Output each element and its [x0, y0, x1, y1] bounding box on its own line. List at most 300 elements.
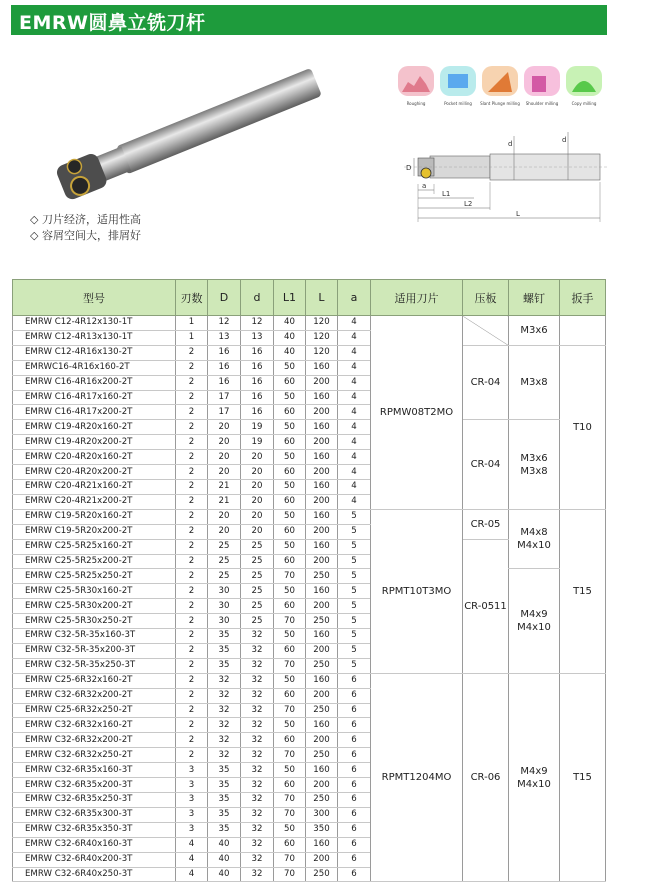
a-cell: 4 [338, 345, 371, 360]
screw-value: M3x8 [520, 377, 548, 389]
model-cell: EMRW C12-4R12x130-1T [13, 316, 176, 331]
d-cell: 32 [241, 673, 274, 688]
L1-cell: 70 [274, 793, 306, 808]
L1-cell: 40 [274, 345, 306, 360]
edges-cell: 4 [176, 837, 208, 852]
L-cell: 160 [306, 390, 338, 405]
clamp-value: CR-05 [470, 518, 501, 530]
D-cell: 25 [208, 539, 241, 554]
screw-value: M4x9 [520, 765, 548, 777]
L-cell: 250 [306, 703, 338, 718]
page-title: EMRW圆鼻立铣刀杆 [19, 12, 206, 34]
d-cell: 32 [241, 733, 274, 748]
D-cell: 16 [208, 345, 241, 360]
L1-cell: 50 [274, 718, 306, 733]
L-cell: 250 [306, 867, 338, 882]
D-cell: 20 [208, 435, 241, 450]
model-cell: EMRW C32-6R35x200-3T [13, 778, 176, 793]
wrench-cell [560, 345, 606, 509]
wrench-value: T15 [573, 772, 592, 784]
clamp-value: CR-06 [470, 772, 501, 784]
L-cell: 300 [306, 807, 338, 822]
d-cell: 16 [241, 390, 274, 405]
model-cell: EMRW C32-6R35x250-3T [13, 793, 176, 808]
edges-cell: 2 [176, 524, 208, 539]
clamp-value: CR-04 [470, 377, 501, 389]
a-cell: 6 [338, 807, 371, 822]
L1-cell: 50 [274, 390, 306, 405]
D-cell: 32 [208, 718, 241, 733]
feature-item: ◇ 容屑空间大，排屑好 [30, 229, 141, 242]
model-cell: EMRW C19-4R20x200-2T [13, 435, 176, 450]
edges-cell: 2 [176, 599, 208, 614]
L-cell: 200 [306, 778, 338, 793]
a-cell: 4 [338, 450, 371, 465]
a-cell: 4 [338, 360, 371, 375]
d-cell: 16 [241, 360, 274, 375]
d-cell: 32 [241, 703, 274, 718]
op-label: Copy milling [571, 101, 597, 106]
D-cell: 32 [208, 688, 241, 703]
model-cell: EMRW C25-5R30x250-2T [13, 614, 176, 629]
edges-cell: 2 [176, 405, 208, 420]
dim-label-L1: L1 [442, 190, 451, 198]
model-cell: EMRW C20-4R21x200-2T [13, 494, 176, 509]
d-cell: 16 [241, 405, 274, 420]
edges-cell: 1 [176, 316, 208, 331]
table-body [13, 316, 606, 882]
L-cell: 200 [306, 465, 338, 480]
end-mill-holder-image [48, 62, 338, 212]
d-cell: 32 [241, 867, 274, 882]
d-cell: 19 [241, 435, 274, 450]
a-cell: 5 [338, 599, 371, 614]
model-cell: EMRW C32-6R35x160-3T [13, 763, 176, 778]
L1-cell: 70 [274, 658, 306, 673]
D-cell: 35 [208, 822, 241, 837]
slant-plunge-milling-icon [482, 66, 518, 96]
header-cell: a [338, 280, 371, 316]
edges-cell: 2 [176, 450, 208, 465]
table-row [13, 345, 606, 360]
edges-cell: 4 [176, 867, 208, 882]
edges-cell: 2 [176, 748, 208, 763]
model-cell: EMRW C25-5R25x250-2T [13, 569, 176, 584]
D-cell: 32 [208, 748, 241, 763]
screw-value: M3x8 [520, 465, 548, 477]
D-cell: 20 [208, 420, 241, 435]
edges-cell: 3 [176, 778, 208, 793]
D-cell: 40 [208, 852, 241, 867]
L-cell: 250 [306, 658, 338, 673]
L1-cell: 60 [274, 465, 306, 480]
d-cell: 32 [241, 807, 274, 822]
model-cell: EMRW C19-4R20x160-2T [13, 420, 176, 435]
d-cell: 32 [241, 748, 274, 763]
screw-cell [509, 420, 560, 509]
D-cell: 20 [208, 450, 241, 465]
L-cell: 160 [306, 420, 338, 435]
D-cell: 20 [208, 465, 241, 480]
d-cell: 32 [241, 688, 274, 703]
a-cell: 5 [338, 554, 371, 569]
dim-label-L2: L2 [464, 200, 473, 208]
a-cell: 5 [338, 509, 371, 524]
L1-cell: 40 [274, 330, 306, 345]
L-cell: 250 [306, 748, 338, 763]
clamp-value: CR-04 [470, 459, 501, 471]
edges-cell: 2 [176, 733, 208, 748]
d-cell: 16 [241, 345, 274, 360]
L-cell: 160 [306, 718, 338, 733]
L1-cell: 70 [274, 852, 306, 867]
header-cell: L1 [274, 280, 306, 316]
L1-cell: 60 [274, 837, 306, 852]
wrench-cell [560, 673, 606, 882]
d-cell: 32 [241, 643, 274, 658]
edges-cell: 4 [176, 852, 208, 867]
a-cell: 5 [338, 524, 371, 539]
d-cell: 20 [241, 479, 274, 494]
header-cell: 型号 [13, 280, 176, 316]
dim-label-a: a [422, 182, 427, 190]
L1-cell: 50 [274, 450, 306, 465]
table-row [13, 420, 606, 435]
d-cell: 20 [241, 450, 274, 465]
model-cell: EMRW C32-6R32x250-2T [13, 748, 176, 763]
L-cell: 160 [306, 629, 338, 644]
edges-cell: 2 [176, 509, 208, 524]
D-cell: 30 [208, 599, 241, 614]
L-cell: 200 [306, 688, 338, 703]
model-cell: EMRW C32-5R-35x250-3T [13, 658, 176, 673]
L1-cell: 70 [274, 569, 306, 584]
L-cell: 120 [306, 330, 338, 345]
a-cell: 6 [338, 852, 371, 867]
L-cell: 200 [306, 435, 338, 450]
model-cell: EMRWC16-4R16x160-2T [13, 360, 176, 375]
L-cell: 120 [306, 345, 338, 360]
copy-milling-icon [566, 66, 602, 96]
L1-cell: 50 [274, 509, 306, 524]
d-cell: 12 [241, 316, 274, 331]
a-cell: 4 [338, 330, 371, 345]
table-row [13, 673, 606, 688]
model-cell: EMRW C25-5R25x160-2T [13, 539, 176, 554]
header-cell: 刃数 [176, 280, 208, 316]
d-cell: 25 [241, 584, 274, 599]
L1-cell: 50 [274, 822, 306, 837]
L1-cell: 50 [274, 360, 306, 375]
model-cell: EMRW C16-4R17x160-2T [13, 390, 176, 405]
L1-cell: 40 [274, 316, 306, 331]
dimension-drawing [404, 118, 608, 226]
wrench-cell [560, 509, 606, 673]
table-row [13, 509, 606, 524]
L-cell: 160 [306, 360, 338, 375]
L1-cell: 60 [274, 554, 306, 569]
d-cell: 32 [241, 658, 274, 673]
D-cell: 40 [208, 867, 241, 882]
a-cell: 4 [338, 405, 371, 420]
a-cell: 5 [338, 569, 371, 584]
edges-cell: 2 [176, 643, 208, 658]
d-cell: 32 [241, 763, 274, 778]
d-cell: 32 [241, 852, 274, 867]
screw-cell [509, 316, 560, 346]
D-cell: 35 [208, 643, 241, 658]
screw-value: M3x6 [520, 324, 548, 336]
header-cell: 压板 [463, 280, 509, 316]
clamp-cell [463, 345, 509, 420]
L-cell: 160 [306, 584, 338, 599]
L-cell: 250 [306, 569, 338, 584]
edges-cell: 2 [176, 494, 208, 509]
header-cell: 扳手 [560, 280, 606, 316]
model-cell: EMRW C32-6R35x350-3T [13, 822, 176, 837]
edges-cell: 2 [176, 375, 208, 390]
D-cell: 35 [208, 629, 241, 644]
model-cell: EMRW C19-5R20x200-2T [13, 524, 176, 539]
L1-cell: 70 [274, 867, 306, 882]
model-cell: EMRW C16-4R17x200-2T [13, 405, 176, 420]
model-cell: EMRW C32-6R32x200-2T [13, 688, 176, 703]
D-cell: 35 [208, 793, 241, 808]
header-cell: 螺钉 [509, 280, 560, 316]
screw-value: M4x10 [517, 622, 551, 634]
D-cell: 30 [208, 614, 241, 629]
model-cell: EMRW C32-6R32x160-2T [13, 718, 176, 733]
edges-cell: 2 [176, 539, 208, 554]
L1-cell: 50 [274, 584, 306, 599]
table-row [13, 316, 606, 331]
a-cell: 5 [338, 539, 371, 554]
edges-cell: 2 [176, 360, 208, 375]
d-cell: 32 [241, 629, 274, 644]
edges-cell: 2 [176, 465, 208, 480]
model-cell: EMRW C25-5R25x200-2T [13, 554, 176, 569]
D-cell: 25 [208, 554, 241, 569]
header-cell: D [208, 280, 241, 316]
op-label: Slant Plunge milling [480, 101, 520, 106]
d-cell: 25 [241, 614, 274, 629]
empty-wrench-cell [560, 316, 606, 346]
L1-cell: 60 [274, 435, 306, 450]
roughing-icon [398, 66, 434, 96]
a-cell: 6 [338, 748, 371, 763]
screw-cell [509, 345, 560, 420]
L-cell: 200 [306, 852, 338, 867]
insert-cell [371, 673, 463, 882]
d-cell: 25 [241, 599, 274, 614]
D-cell: 35 [208, 807, 241, 822]
a-cell: 4 [338, 420, 371, 435]
model-cell: EMRW C19-5R20x160-2T [13, 509, 176, 524]
L1-cell: 60 [274, 524, 306, 539]
L-cell: 160 [306, 673, 338, 688]
D-cell: 13 [208, 330, 241, 345]
L1-cell: 50 [274, 629, 306, 644]
clamp-value: CR-0511 [464, 600, 507, 612]
model-cell: EMRW C32-5R-35x200-3T [13, 643, 176, 658]
L-cell: 250 [306, 793, 338, 808]
d-cell: 20 [241, 509, 274, 524]
L1-cell: 60 [274, 494, 306, 509]
a-cell: 6 [338, 733, 371, 748]
d-cell: 25 [241, 554, 274, 569]
d-cell: 32 [241, 837, 274, 852]
model-cell: EMRW C25-5R30x160-2T [13, 584, 176, 599]
model-cell: EMRW C25-5R30x200-2T [13, 599, 176, 614]
wrench-value: T10 [573, 421, 592, 433]
a-cell: 6 [338, 822, 371, 837]
L-cell: 160 [306, 450, 338, 465]
a-cell: 6 [338, 778, 371, 793]
insert-value: RPMT10T3MO [381, 585, 452, 597]
L-cell: 200 [306, 554, 338, 569]
a-cell: 5 [338, 658, 371, 673]
header-cell: L [306, 280, 338, 316]
D-cell: 32 [208, 673, 241, 688]
op-label: Roughing [406, 101, 426, 106]
L1-cell: 60 [274, 599, 306, 614]
a-cell: 5 [338, 614, 371, 629]
model-cell: EMRW C32-5R-35x160-3T [13, 629, 176, 644]
D-cell: 17 [208, 390, 241, 405]
edges-cell: 2 [176, 673, 208, 688]
a-cell: 4 [338, 465, 371, 480]
model-cell: EMRW C20-4R20x160-2T [13, 450, 176, 465]
a-cell: 6 [338, 718, 371, 733]
a-cell: 6 [338, 867, 371, 882]
D-cell: 20 [208, 524, 241, 539]
clamp-cell [463, 539, 509, 673]
table-row [13, 569, 606, 584]
model-cell: EMRW C12-4R16x130-2T [13, 345, 176, 360]
header-cell: 适用刀片 [371, 280, 463, 316]
a-cell: 5 [338, 643, 371, 658]
edges-cell: 2 [176, 718, 208, 733]
model-cell: EMRW C32-6R40x250-3T [13, 867, 176, 882]
L1-cell: 60 [274, 733, 306, 748]
d-cell: 16 [241, 375, 274, 390]
screw-cell [509, 569, 560, 673]
model-cell: EMRW C32-6R35x300-3T [13, 807, 176, 822]
L-cell: 160 [306, 837, 338, 852]
a-cell: 6 [338, 688, 371, 703]
edges-cell: 2 [176, 629, 208, 644]
d-cell: 20 [241, 465, 274, 480]
model-cell: EMRW C20-4R21x160-2T [13, 479, 176, 494]
D-cell: 12 [208, 316, 241, 331]
insert-cell [371, 316, 463, 510]
screw-value: M4x10 [517, 778, 551, 790]
edges-cell: 1 [176, 330, 208, 345]
d-cell: 25 [241, 569, 274, 584]
edges-cell: 3 [176, 822, 208, 837]
model-cell: EMRW C32-6R32x200-2T [13, 733, 176, 748]
edges-cell: 2 [176, 390, 208, 405]
edges-cell: 2 [176, 479, 208, 494]
D-cell: 32 [208, 703, 241, 718]
shoulder-milling-icon [524, 66, 560, 96]
d-cell: 19 [241, 420, 274, 435]
D-cell: 35 [208, 778, 241, 793]
D-cell: 40 [208, 837, 241, 852]
a-cell: 4 [338, 390, 371, 405]
header-cell: d [241, 280, 274, 316]
dim-label-d: d [508, 140, 513, 148]
op-label: Shoulder milling [525, 101, 559, 106]
D-cell: 35 [208, 763, 241, 778]
screw-value: M3x6 [520, 452, 548, 464]
feature-item: ◇ 刀片经济，适用性高 [30, 213, 141, 226]
features-list [30, 212, 141, 244]
L1-cell: 50 [274, 673, 306, 688]
L1-cell: 50 [274, 420, 306, 435]
D-cell: 16 [208, 360, 241, 375]
D-cell: 16 [208, 375, 241, 390]
L1-cell: 60 [274, 643, 306, 658]
model-cell: EMRW C12-4R13x130-1T [13, 330, 176, 345]
pocket-milling-icon [440, 66, 476, 96]
a-cell: 6 [338, 837, 371, 852]
a-cell: 6 [338, 703, 371, 718]
op-label: Pocket milling [444, 101, 472, 106]
L1-cell: 70 [274, 614, 306, 629]
edges-cell: 2 [176, 420, 208, 435]
d-cell: 20 [241, 524, 274, 539]
clamp-cell [463, 673, 509, 882]
clamp-cell [463, 509, 509, 539]
a-cell: 4 [338, 316, 371, 331]
d-cell: 13 [241, 330, 274, 345]
screw-value: M4x8 [520, 527, 548, 539]
L1-cell: 50 [274, 763, 306, 778]
d-cell: 32 [241, 822, 274, 837]
dim-label-d2: d [562, 136, 567, 144]
L-cell: 250 [306, 614, 338, 629]
model-cell: EMRW C20-4R20x200-2T [13, 465, 176, 480]
edges-cell: 2 [176, 435, 208, 450]
model-cell: EMRW C25-6R32x250-2T [13, 703, 176, 718]
L1-cell: 70 [274, 748, 306, 763]
header-row [13, 280, 606, 316]
edges-cell: 2 [176, 658, 208, 673]
edges-cell: 2 [176, 584, 208, 599]
D-cell: 25 [208, 569, 241, 584]
d-cell: 25 [241, 539, 274, 554]
screw-value: M4x10 [517, 540, 551, 552]
edges-cell: 3 [176, 763, 208, 778]
edges-cell: 3 [176, 807, 208, 822]
edges-cell: 2 [176, 345, 208, 360]
title-bar [11, 5, 607, 35]
d-cell: 32 [241, 778, 274, 793]
L-cell: 200 [306, 643, 338, 658]
a-cell: 4 [338, 435, 371, 450]
a-cell: 4 [338, 479, 371, 494]
insert-value: RPMT1204MO [381, 772, 452, 784]
L-cell: 160 [306, 539, 338, 554]
L-cell: 200 [306, 733, 338, 748]
edges-cell: 2 [176, 614, 208, 629]
model-cell: EMRW C32-6R40x160-3T [13, 837, 176, 852]
D-cell: 30 [208, 584, 241, 599]
L1-cell: 60 [274, 375, 306, 390]
d-cell: 32 [241, 718, 274, 733]
D-cell: 21 [208, 494, 241, 509]
